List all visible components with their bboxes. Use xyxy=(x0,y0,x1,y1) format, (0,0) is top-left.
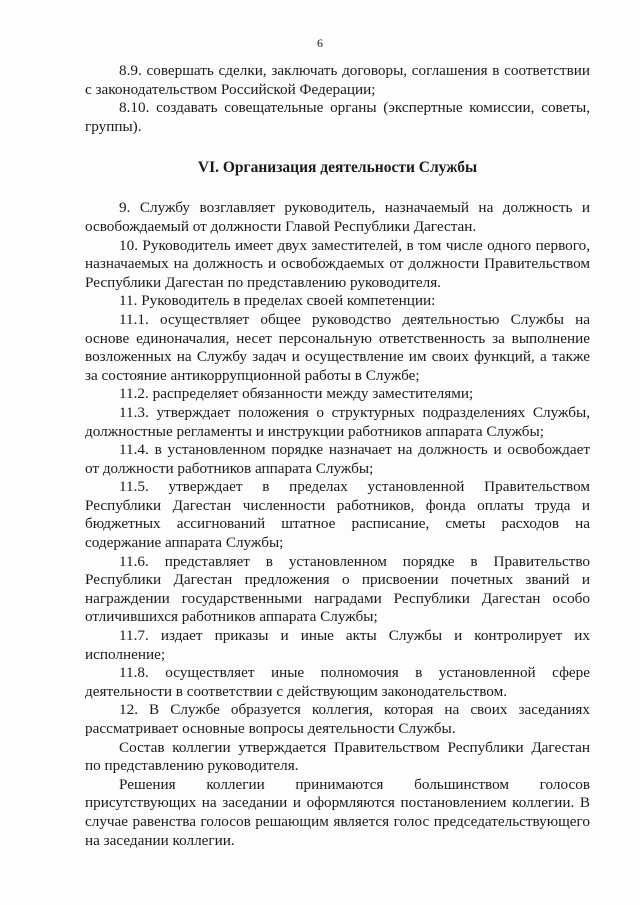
paragraph-10: 10. Руководитель имеет двух заместителей, в том числе одного первого, назначаемых на должность и освобождаемых от должности Правительством Республики Дагестан по представлению руководителя. xyxy=(85,236,590,291)
paragraph-collegium-composition: Состав коллегии утверждается Правительством Республики Дагестан по представлению руководителя. xyxy=(85,738,590,775)
paragraph-11: 11. Руководитель в пределах своей компетенции: xyxy=(119,292,436,310)
paragraph-11-3: 11.3. утверждает положения о структурных подразделениях Службы, должностные регламенты и инструкции работников аппарата Службы; xyxy=(85,403,590,440)
paragraph-11-4: 11.4. в установленном порядке назначает на должность и освобождает от должности работников аппарата Службы; xyxy=(85,441,590,477)
paragraph-collegium-decisions: Решения коллегии принимаются большинством голосов присутствующих на заседании и оформляются постановлением коллегии. В случае равенства голосов решающим является голос председательствующего на заседании коллегии. xyxy=(85,775,590,849)
paragraph-8-10: 8.10. создавать совещательные органы (экспертные комиссии, советы, группы). xyxy=(85,99,590,135)
paragraph-11-6: 11.6. представляет в установленном порядке в Правительство Республики Дагестан предложения о присвоении почетных званий и награждении государственными наградами Республики Дагестан особо отличившихся работников аппарата Службы; xyxy=(85,552,590,626)
paragraph-8-9: 8.9. совершать сделки, заключать договоры, соглашения в соответствии с законодательством Российской Федерации; xyxy=(85,62,590,98)
paragraph-9: 9. Службу возглавляет руководитель, назначаемый на должность и освобождаемый от должности Главой Республики Дагестан. xyxy=(85,199,590,235)
paragraph-11-5: 11.5. утверждает в пределах установленной Правительством Республики Дагестан численности работников, фонда оплаты труда и бюджетных ассигнований штатное расписание, сметы расходов на содержание аппарата Службы; xyxy=(85,478,590,552)
paragraph-11-1: 11.1. осуществляет общее руководство деятельностью Службы на основе единоначалия, несет персональную ответственность за выполнение возложенных на Службу задач и осуществление им своих функций, а также за состояние антикоррупционной работы в Службе; xyxy=(85,310,590,384)
paragraph-11-7: 11.7. издает приказы и иные акты Службы и контролирует их исполнение; xyxy=(85,627,590,663)
paragraph-12: 12. В Службе образуется коллегия, которая на своих заседаниях рассматривает основные вопросы деятельности Службы. xyxy=(85,701,590,737)
document-body xyxy=(85,62,590,850)
page-number: 6 xyxy=(317,36,323,50)
paragraph-11-2: 11.2. распределяет обязанности между заместителями; xyxy=(119,385,474,403)
paragraph-11-8: 11.8. осуществляет иные полномочия в установленной сфере деятельности в соответствии с действующим законодательством. xyxy=(85,664,590,700)
section-heading: VI. Организация деятельности Службы xyxy=(197,159,478,177)
